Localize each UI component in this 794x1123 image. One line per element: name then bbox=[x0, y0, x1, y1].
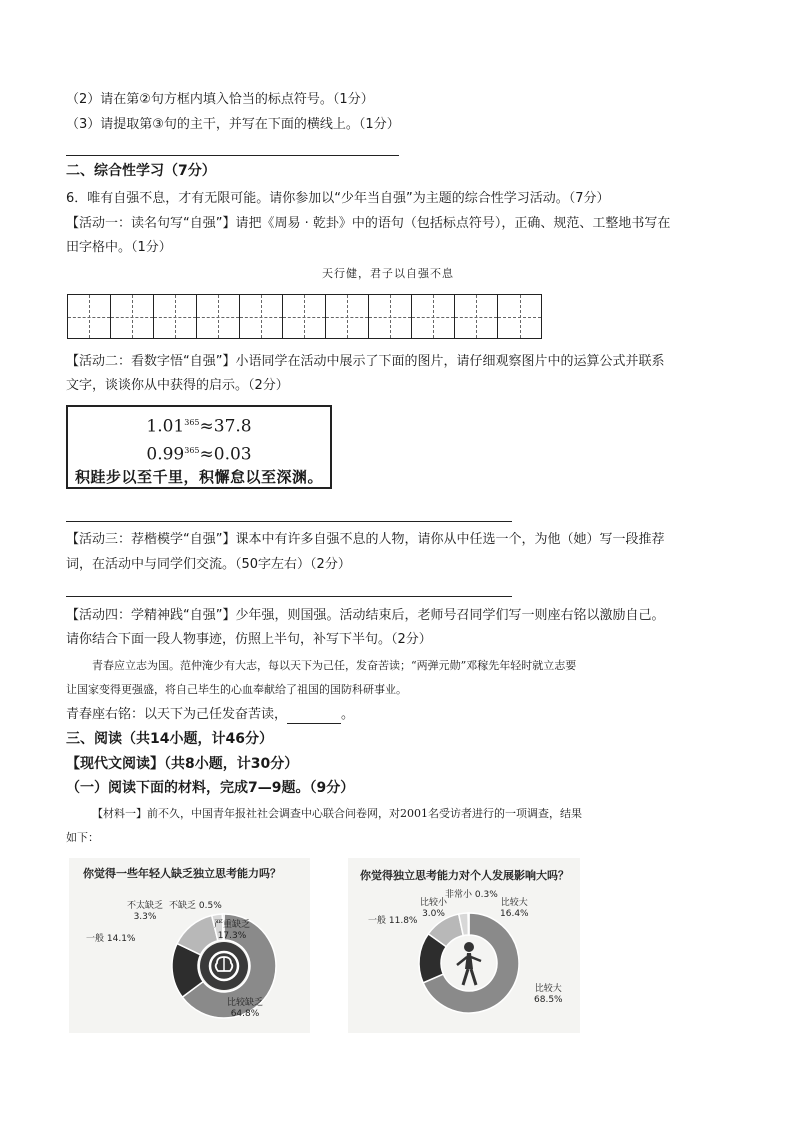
part-1-heading: （一）阅读下面的材料，完成7—9题。（9分） bbox=[66, 780, 355, 796]
grid-cell[interactable] bbox=[283, 295, 326, 338]
chart-1-label-5: 不缺乏 0.5% bbox=[169, 901, 222, 911]
tianzige-grid[interactable] bbox=[67, 294, 542, 339]
story-line-2: 让国家变得更强盛，将自己毕生的心血奉献给了祖国的国防科研事业。 bbox=[66, 683, 407, 696]
question-2: （2）请在第②句方框内填入恰当的标点符号。（1分） bbox=[66, 92, 374, 107]
grid-cell[interactable] bbox=[111, 295, 154, 338]
grid-cell[interactable] bbox=[369, 295, 412, 338]
chart-1-label-2: 严重缺乏 17.3% bbox=[214, 920, 251, 941]
story-line-1: 青春应立志为国。范仲淹少有大志，每以天下为己任，发奋苦读；“两弹元勋”邓稼先年轻时就立志要 bbox=[92, 659, 577, 672]
chart-1-label-3: 一般 14.1% bbox=[86, 934, 136, 944]
chart-1 bbox=[69, 858, 310, 1033]
proverb: 积跬步以至千里，积懈怠以至深渊。 bbox=[74, 468, 323, 487]
material-1-line-1: 【材料一】前不久，中国青年报社社会调查中心联合问卷网，对2001名受访者进行的一项调查，结果 bbox=[92, 807, 582, 820]
section-2-heading: 二、综合性学习（7分） bbox=[66, 163, 216, 179]
chart-2-label-3: 一般 11.8% bbox=[368, 916, 418, 926]
chart-1-svg bbox=[69, 858, 310, 1033]
chart-2-slice-5 bbox=[468, 913, 469, 935]
grid-cell[interactable] bbox=[68, 295, 111, 338]
section-3-heading: 三、阅读（共14小题，计46分） bbox=[66, 731, 273, 747]
grid-cell[interactable] bbox=[326, 295, 369, 338]
grid-cell[interactable] bbox=[240, 295, 283, 338]
chart-2-label-4: 比较小 3.0% bbox=[420, 898, 448, 919]
chart-2-label-2: 比较大 16.4% bbox=[500, 898, 529, 919]
sample-sentence: 天行健，君子以自强不息 bbox=[322, 267, 454, 280]
chart-1-title: 你觉得一些年轻人缺乏独立思考能力吗？ bbox=[83, 867, 281, 880]
formula-2: $0.99^{365}\approx 0.03$ bbox=[146, 444, 252, 465]
formula-1: $1.01^{365}\approx 37.8$ bbox=[146, 416, 252, 437]
activity-3-line-1: 【活动三：荐楷模学“自强”】课本中有许多自强不息的人物，请你从中任选一个，为他（她）写一段推荐 bbox=[66, 532, 665, 547]
question-3: （3）请提取第③句的主干，并写在下面的横线上。（1分） bbox=[66, 117, 400, 132]
activity-2-line-2: 文字，谈谈你从中获得的启示。（2分） bbox=[66, 378, 289, 393]
grid-cell[interactable] bbox=[412, 295, 455, 338]
motto-blank[interactable] bbox=[287, 710, 341, 724]
answer-line-q3 bbox=[66, 155, 399, 156]
activity-1-line-1: 【活动一：读名句写“自强”】请把《周易 · 乾卦》中的语句（包括标点符号），正确、规范、工整地书写在 bbox=[66, 216, 671, 231]
chart-2-label-5: 非常小 0.3% bbox=[445, 890, 498, 900]
chart-2-svg bbox=[348, 858, 580, 1033]
grid-cell[interactable] bbox=[154, 295, 197, 338]
chart-2-label-1: 比较大 68.5% bbox=[534, 984, 563, 1005]
grid-cell[interactable] bbox=[197, 295, 240, 338]
answer-line-activity-2 bbox=[66, 521, 512, 522]
motto-line: 青春座右铭：以天下为己任发奋苦读， 。 bbox=[66, 707, 355, 722]
activity-2-line-1: 【活动二：看数字悟“自强”】小语同学在活动中展示了下面的图片，请仔细观察图片中的运算公式并联系 bbox=[66, 354, 665, 369]
material-1-line-2: 如下： bbox=[66, 831, 99, 844]
grid-cell[interactable] bbox=[498, 295, 541, 338]
formula-image bbox=[66, 405, 332, 489]
activity-1-line-2: 田字格中。（1分） bbox=[66, 240, 172, 255]
answer-line-activity-3 bbox=[66, 596, 512, 597]
activity-4-line-2: 请你结合下面一段人物事迹，仿照上半句，补写下半句。（2分） bbox=[66, 632, 432, 647]
chart-1-label-1: 比较缺乏 64.8% bbox=[227, 998, 264, 1019]
chart-2 bbox=[348, 858, 580, 1033]
modern-reading-heading: 【现代文阅读】（共8小题，计30分） bbox=[66, 756, 299, 772]
chart-1-label-4: 不太缺乏 3.3% bbox=[127, 901, 164, 922]
activity-4-line-1: 【活动四：学精神践“自强”】少年强，则国强。活动结束后，老师号召同学们写一则座右铭以激励自己。 bbox=[66, 608, 665, 623]
activity-3-line-2: 词，在活动中与同学们交流。（50字左右）（2分） bbox=[66, 557, 351, 572]
chart-2-title: 你觉得独立思考能力对个人发展影响大吗？ bbox=[360, 869, 569, 882]
question-6: 6．唯有自强不息，才有无限可能。请你参加以“少年当自强”为主题的综合性学习活动。（7分） bbox=[66, 191, 610, 206]
grid-cell[interactable] bbox=[455, 295, 498, 338]
